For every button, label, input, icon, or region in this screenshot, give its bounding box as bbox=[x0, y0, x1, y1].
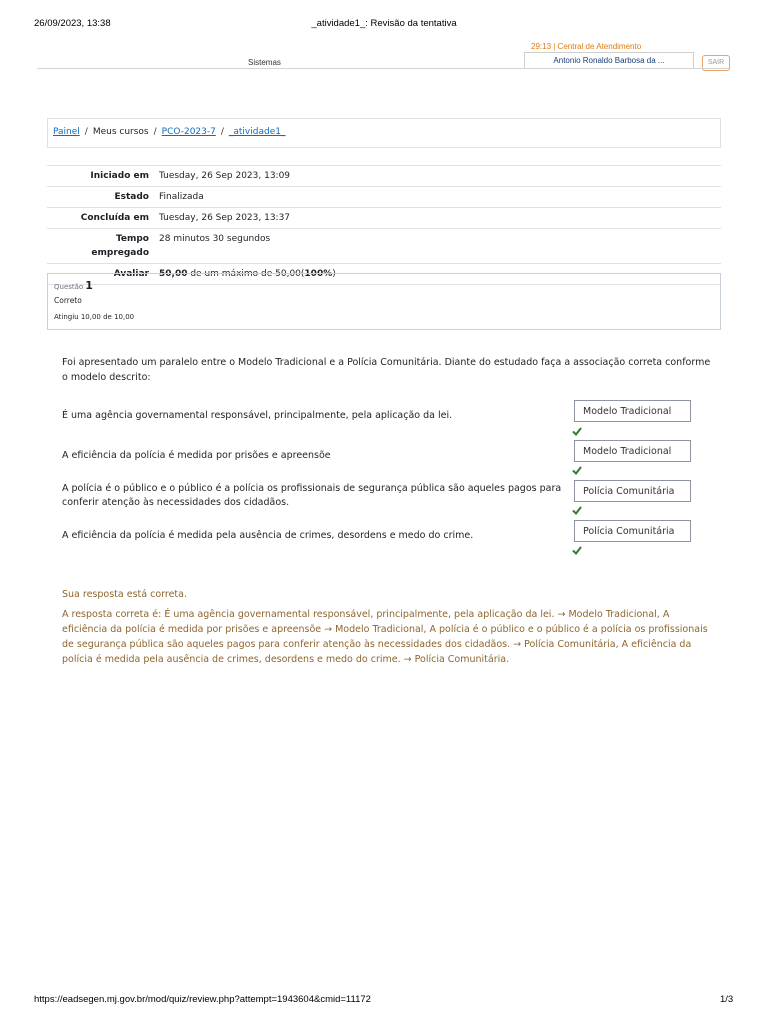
sistemas-menu[interactable]: Sistemas bbox=[248, 58, 281, 67]
question-label: Questão bbox=[54, 283, 84, 291]
question-info bbox=[47, 273, 721, 330]
breadcrumb-my-courses: Meus cursos bbox=[92, 127, 149, 137]
question-number bbox=[54, 279, 93, 292]
summary-row-time bbox=[47, 229, 721, 264]
user-menu[interactable] bbox=[524, 52, 694, 69]
match-item-text: A eficiência da polícia é medida por prisões e apreensõe bbox=[62, 450, 331, 461]
match-item-text: A polícia é o público e o público é a polícia os profissionais de segurança pública são aqueles pagos para conferir atenção às necessidades dos cidadãos. bbox=[62, 483, 562, 508]
check-icon bbox=[572, 465, 582, 475]
session-timer: 29:13 | Central de Atendimento bbox=[531, 42, 642, 51]
breadcrumb bbox=[47, 118, 721, 148]
summary-row-completed bbox=[47, 208, 721, 229]
grade-score: 50,00 bbox=[159, 269, 188, 279]
breadcrumb-separator: / bbox=[153, 127, 157, 137]
breadcrumb-course-link[interactable]: PCO-2023-7 bbox=[161, 127, 216, 137]
grade-percent: 100% bbox=[304, 269, 333, 279]
completed-value: Tuesday, 26 Sep 2023, 13:37 bbox=[155, 208, 721, 229]
question-grade: Atingiu 10,00 de 10,00 bbox=[54, 313, 135, 321]
feedback-right-answer: A resposta correta é: É uma agência governamental responsável, principalmente, pela aplicação da lei. → Modelo Tradicional, A eficiência da polícia é medida por prisões e apreensõe → Modelo Tradicional, A polícia é o público e o público é a polícia os profissionais de segurança pública são aqueles pagos para conferir atenção às necessidades dos cidadãos. → Polícia Comunitária, A eficiência da polícia é medida pela ausência de crimes, desordens e medo do crime. → Polícia Comunitária. bbox=[62, 609, 708, 665]
time-value: 28 minutos 30 segundos bbox=[155, 229, 721, 264]
print-url: https://eadsegen.mj.gov.br/mod/quiz/review.php?attempt=1943604&cmid=11172 bbox=[34, 994, 371, 1005]
question-text: Foi apresentado um paralelo entre o Modelo Tradicional e a Polícia Comunitária. Diante do estudado faça a associação correta conforme o modelo descrito: bbox=[62, 357, 711, 383]
print-doc-title: _atividade1_: Revisão da tentativa bbox=[311, 18, 457, 29]
check-icon bbox=[572, 426, 582, 436]
grade-label: Avaliar bbox=[47, 264, 155, 285]
grade-close: ) bbox=[332, 269, 336, 279]
match-answer-select[interactable]: Polícia Comunitária bbox=[574, 480, 691, 502]
summary-row-started bbox=[47, 166, 721, 187]
logout-button[interactable]: SAIR bbox=[702, 55, 730, 71]
state-label: Estado bbox=[47, 187, 155, 208]
breadcrumb-painel-link[interactable]: Painel bbox=[53, 127, 80, 137]
question-state: Correto bbox=[54, 296, 82, 305]
state-value: Finalizada bbox=[155, 187, 721, 208]
check-icon bbox=[572, 505, 582, 515]
print-datetime: 26/09/2023, 13:38 bbox=[34, 18, 111, 29]
completed-label: Concluída em bbox=[47, 208, 155, 229]
summary-row-state bbox=[47, 187, 721, 208]
breadcrumb-activity-link[interactable]: _atividade1_ bbox=[228, 127, 286, 137]
time-label-line1: Tempo bbox=[115, 234, 149, 244]
started-label: Iniciado em bbox=[47, 166, 155, 187]
match-item-text: É uma agência governamental responsável, principalmente, pela aplicação da lei. bbox=[62, 410, 453, 421]
match-answer-select[interactable]: Polícia Comunitária bbox=[574, 520, 691, 542]
attempt-summary-table bbox=[47, 165, 721, 285]
time-label-line2: empregado bbox=[91, 248, 149, 258]
match-answer-select[interactable]: Modelo Tradicional bbox=[574, 440, 691, 462]
topbar-divider bbox=[37, 68, 731, 69]
breadcrumb-separator: / bbox=[220, 127, 224, 137]
feedback-status: Sua resposta está correta. bbox=[62, 589, 187, 600]
match-answer-select[interactable]: Modelo Tradicional bbox=[574, 400, 691, 422]
user-name: Antonio Ronaldo Barbosa da ... bbox=[553, 56, 665, 65]
match-item-text: A eficiência da polícia é medida pela ausência de crimes, desordens e medo do crime. bbox=[62, 530, 474, 541]
question-number-value: 1 bbox=[85, 279, 93, 292]
check-icon bbox=[572, 545, 582, 555]
time-label bbox=[47, 229, 155, 264]
grade-max: de um máximo de 50,00( bbox=[190, 269, 305, 279]
started-value: Tuesday, 26 Sep 2023, 13:09 bbox=[155, 166, 721, 187]
breadcrumb-separator: / bbox=[84, 127, 88, 137]
print-page-number: 1/3 bbox=[720, 994, 734, 1005]
